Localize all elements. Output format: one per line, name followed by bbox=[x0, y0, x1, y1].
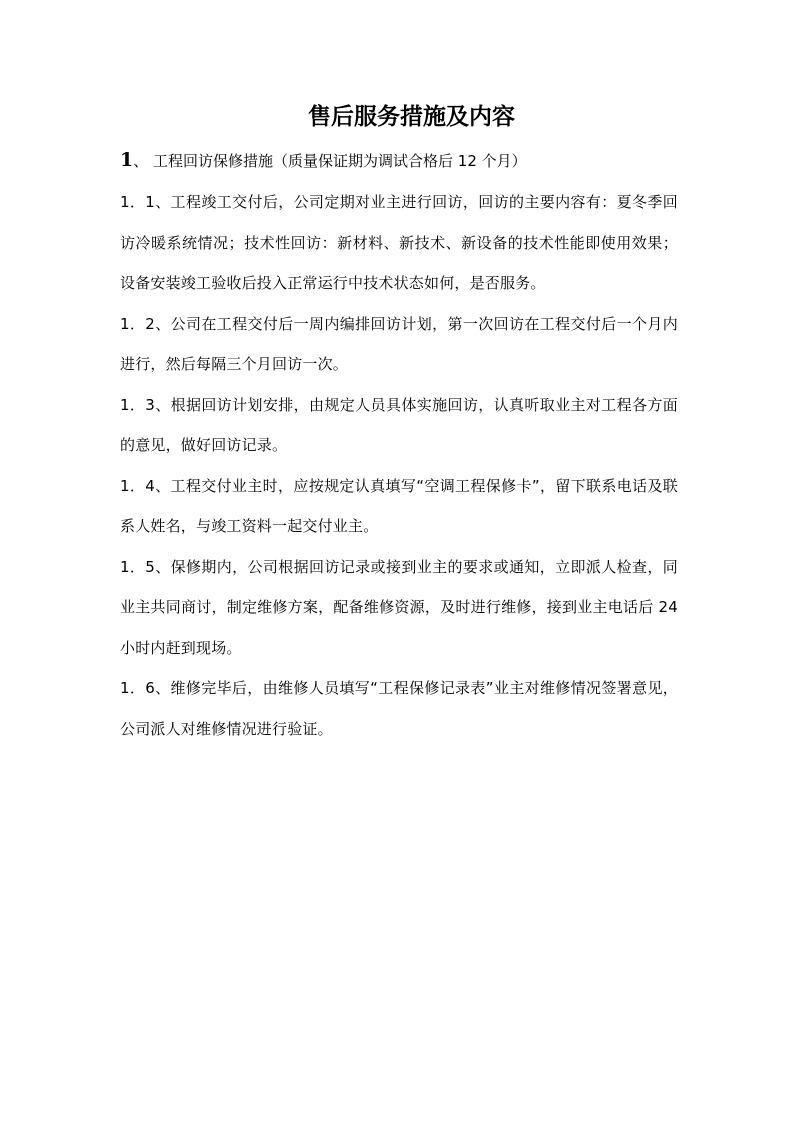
section-items bbox=[120, 182, 678, 749]
paragraph-1-3: 1．3、根据回访计划安排，由规定人员具体实施回访，认真听取业主对工程各方面的意见，做好回访记录。 bbox=[120, 395, 678, 454]
paragraph-1-5: 1．5、保修期内，公司根据回访记录或接到业主的要求或通知，立即派人检查，同业主共同商讨，制定维修方案，配备维修资源，及时进行维修，接到业主电话后 24 小时内赶到现场。 bbox=[120, 557, 678, 657]
paragraph-1-2: 1．2、公司在工程交付后一周内编排回访计划，第一次回访在工程交付后一个月内进行，然后每隔三个月回访一次。 bbox=[120, 314, 678, 373]
section-heading-text: 工程回访保修措施（质量保证期为调试合格后 12 个月） bbox=[148, 152, 527, 170]
section-separator: 、 bbox=[133, 152, 149, 170]
section-heading bbox=[120, 146, 680, 175]
document-title: 售后服务措施及内容 bbox=[308, 103, 515, 130]
section-number: 1 bbox=[120, 149, 134, 171]
paragraph-1-6: 1．6、维修完毕后，由维修人员填写“工程保修记录表”业主对维修情况签署意见，公司派人对维修情况进行验证。 bbox=[120, 679, 678, 738]
paragraph-1-4: 1．4、工程交付业主时，应按规定认真填写“空调工程保修卡”，留下联系电话及联系人姓名，与竣工资料一起交付业主。 bbox=[120, 476, 678, 535]
paragraph-1-1: 1．1、工程竣工交付后，公司定期对业主进行回访，回访的主要内容有：夏冬季回访冷暖系统情况；技术性回访：新材料、新技术、新设备的技术性能即使用效果；设备安装竣工验收后投入正常运行中技术状态如何，是否服务。 bbox=[120, 193, 678, 292]
